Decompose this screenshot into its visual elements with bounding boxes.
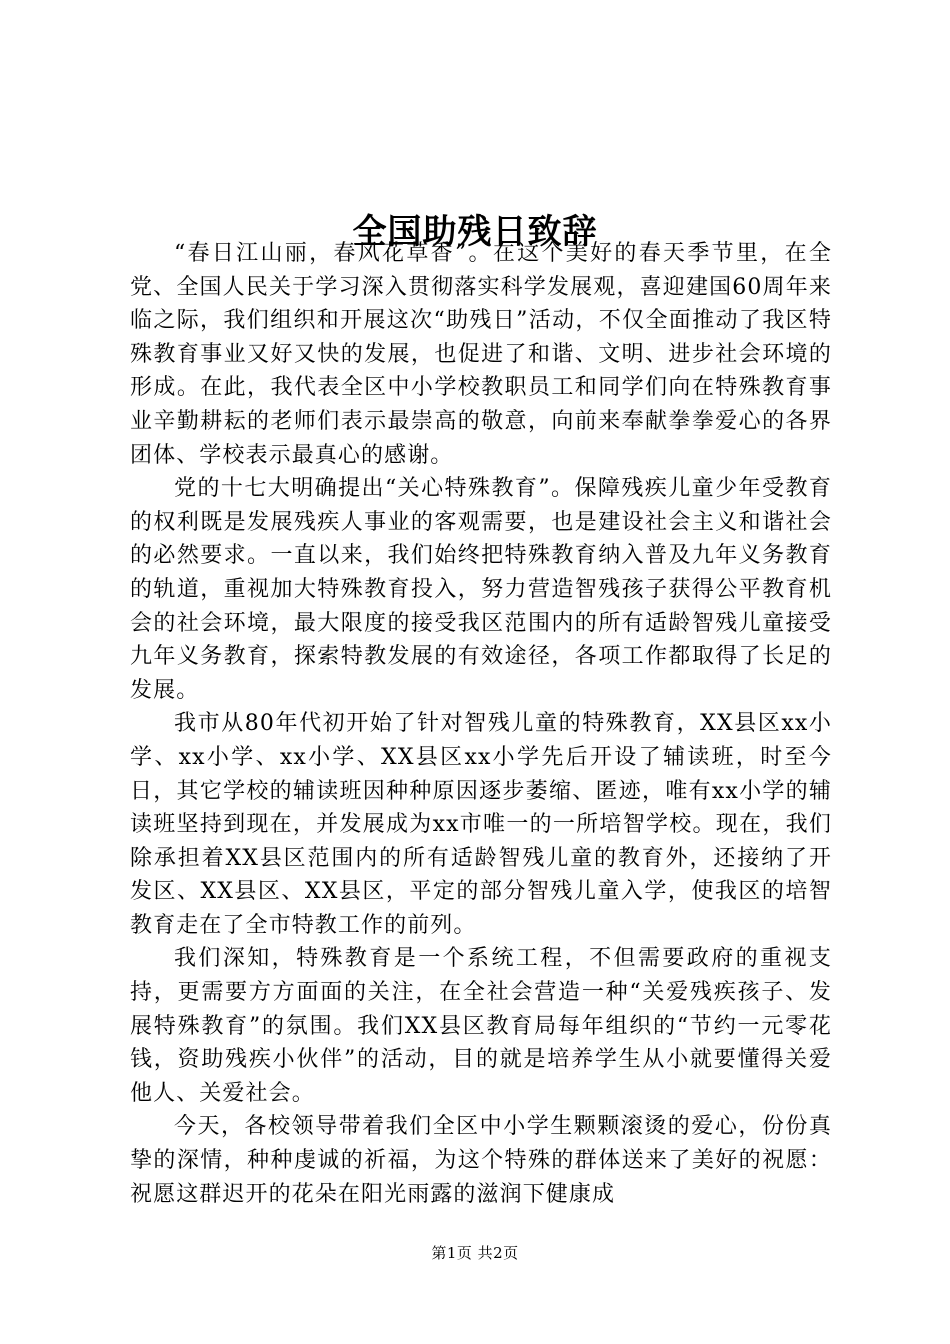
paragraph-3: 我市从80年代初开始了针对智残儿童的特殊教育，XX县区xx小学、xx小学、xx小学、XX县区xx小学先后开设了辅读班，时至今日，其它学校的辅读班因种种原因逐步萎缩、匿迹，唯有xx小学的辅读班坚持到现在，并发展成为xx市唯一的一所培智学校。现在，我们除承担着XX县区范围内的所有适龄智残儿童的教育外，还接纳了开发区、XX县区、XX县区，平定的部分智残儿童入学，使我区的培智教育走在了全市特教工作的前列。	[130, 711, 832, 938]
paragraph-1: “春日江山丽，春风花草香”。在这个美好的春天季节里，在全党、全国人民关于学习深入贯彻落实科学发展观，喜迎建国60周年来临之际，我们组织和开展这次“助残日”活动，不仅全面推动了我区特殊教育事业又好又快的发展，也促进了和谐、文明、进步社会环境的形成。在此，我代表全区中小学校教职员工和同学们向在特殊教育事业辛勤耕耘的老师们表示最崇高的敬意，向前来奉献拳拳爱心的各界团体、学校表示最真心的感谢。	[130, 241, 832, 468]
page-footer: 第1页 共2页	[431, 1244, 519, 1262]
paragraph-5: 今天，各校领导带着我们全区中小学生颗颗滚烫的爱心，份份真挚的深情，种种虔诚的祈福，为这个特殊的群体送来了美好的祝愿：祝愿这群迟开的花朵在阳光雨露的滋润下健康成	[130, 1114, 832, 1207]
paragraph-4: 我们深知，特殊教育是一个系统工程，不但需要政府的重视支持，更需要方方面面的关注，在全社会营造一种“关爱残疾孩子、发展特殊教育”的氛围。我们XX县区教育局每年组织的“节约一元零花钱，资助残疾小伙伴”的活动，目的就是培养学生从小就要懂得关爱他人、关爱社会。	[130, 946, 832, 1106]
paragraph-2: 党的十七大明确提出“关心特殊教育”。保障残疾儿童少年受教育的权利既是发展残疾人事业的客观需要，也是建设社会主义和谐社会的必然要求。一直以来，我们始终把特殊教育纳入普及九年义务教育的轨道，重视加大特殊教育投入，努力营造智残孩子获得公平教育机会的社会环境，最大限度的接受我区范围内的所有适龄智残儿童接受九年义务教育，探索特教发展的有效途径，各项工作都取得了长足的发展。	[130, 476, 832, 703]
document-title: 全国助残日致辞	[352, 211, 598, 252]
document-body	[130, 237, 832, 1211]
